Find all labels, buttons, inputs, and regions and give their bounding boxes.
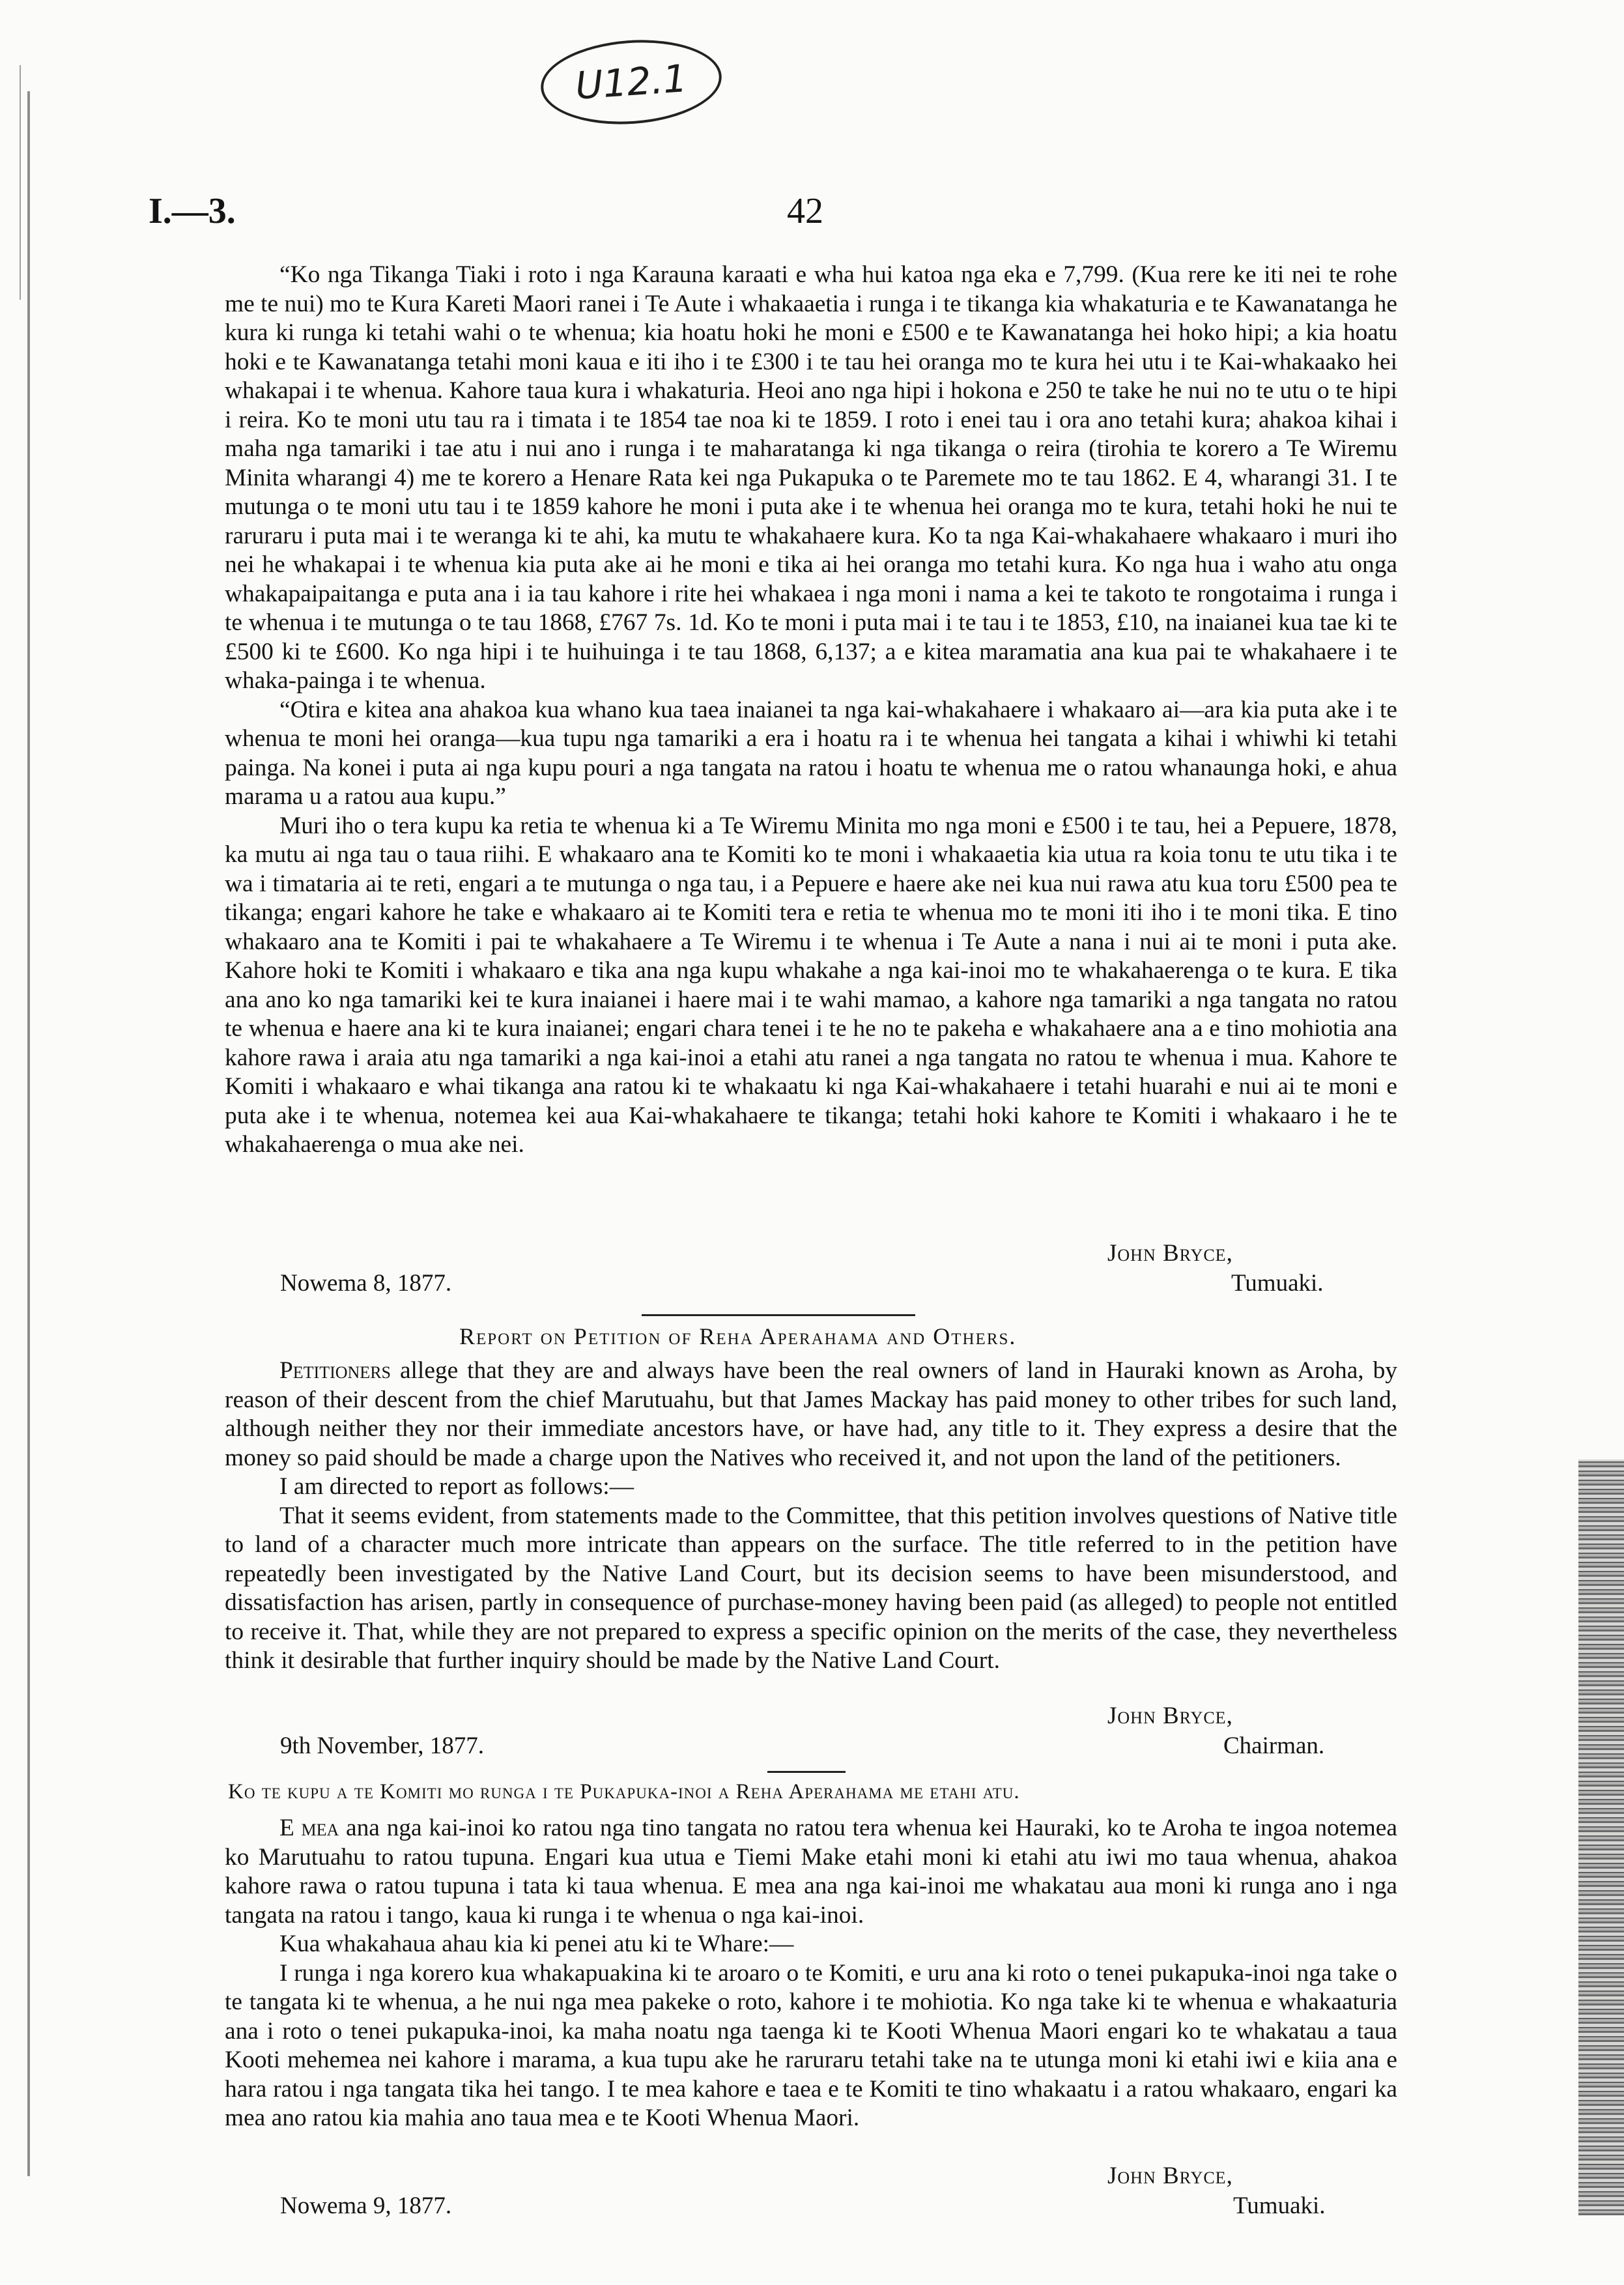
paragraph-text: ana nga kai-inoi ko ratou nga tino tangata no ratou tera whenua kei Hauraki, ko te Aroha te ingoa notemea ko Marutuahu to ratou tupuna. Engari kua utua e Tiemi Make etahi moni ki etahi atu iwi mo taua whenua, ahakoa kahore rawa o ratou tupuna i tata ki taua whenua. E mea ana nga kai-inoi me whakatau aua moni ki runga ano i nga tangata na ratou i tango, kaua ki runga i te whenua o nga kai-inoi.: [225, 1815, 1397, 1929]
date-line: 9th November, 1877.: [280, 1732, 484, 1759]
section2-body: [225, 1357, 1397, 1676]
paragraph: [225, 1473, 1397, 1502]
heading-part: Report: [459, 1323, 534, 1349]
signer-name: John Bryce,: [1107, 1240, 1233, 1267]
heading-part: on: [533, 1323, 574, 1349]
section3-body: [225, 1814, 1397, 2133]
paragraph: [225, 1502, 1397, 1676]
date-line: Nowema 8, 1877.: [280, 1270, 452, 1297]
signer-title: Tumuaki.: [1231, 1270, 1324, 1297]
scan-left-edge: [27, 91, 30, 2176]
paragraph-text: I runga i nga korero kua whakapuakina ki te aroaro o te Komiti, e uru ana ki roto o tenei pukapuka-inoi nga take o te tangata ki te whenua, a he nui nga mea pakeke o roto, kahore i te mohiotia. Ko nga take ki te whenua e whakaaturia ana i roto o tenei pukapuka-inoi, ka maha noatu nga taenga ki te Kooti Whenua Maori engari ko te whakatau a taua Kooti mehemea nei kahore i marama, a kua tupu ake he raruraru tetahi take na te utunga moni ki etahi iwi e kiia ana e hara ratou i nga tangata tika hei tango. I te mea kahore e taea e te Komiti te tino whakaatu i a ratou whakaaro, engari ka mea ano ratou kia mahia ano taua mea e te Kooti Whenua Maori.: [225, 1959, 1397, 2131]
date-line: Nowema 9, 1877.: [280, 2192, 452, 2219]
paragraph: “Otira e kitea ana ahakoa kua whano kua taea inaianei ta nga kai-whakahaere i whakaaro ai—ara kia puta ake i te whenua te moni hei oranga—kua tupu nga tamariki a era i hoatu ra i te whenua hei tangata a kihai i whiwhi ki tetahi painga. Na konei i puta ai nga kupu pouri a nga tangata na ratou i hoatu te whenua me o ratou whanaunga hoki, e ahua marama u a ratou aua kupu.”: [225, 696, 1397, 810]
archive-stamp: U12.1: [538, 34, 724, 130]
scan-right-edge: [1578, 1459, 1624, 2215]
signer-title: Chairman.: [1223, 1732, 1325, 1759]
paragraph: [225, 1959, 1397, 2133]
paragraph: [225, 1357, 1397, 1473]
paragraph: [225, 1814, 1397, 1930]
heading-part: Reha Aperahama: [699, 1323, 880, 1349]
section-divider: [642, 1314, 915, 1316]
heading-part: Petition: [573, 1323, 662, 1349]
signer-name: John Bryce,: [1107, 2163, 1233, 2189]
paragraph-text: I am directed to report as follows:—: [279, 1473, 634, 1500]
paragraph-text: That it seems evident, from statements made to the Committee, that this petition involves questions of Native title to land of a character much more intricate than appears on the surface. The title referred to in the petition have repeatedly been investigated by the Native Land Court, but its decision seems to have been misunderstood, and dissatisfaction has arisen, partly in consequence of purchase-money having been paid (as alleged) to people not entitled to receive it. That, while they are not prepared to express a specific opinion on the merits of the case, they nevertheless think it desirable that further inquiry should be made by the Native Land Court.: [225, 1502, 1397, 1674]
scan-margin-mark: [20, 65, 21, 300]
signer-name: John Bryce,: [1107, 1703, 1233, 1729]
page-number: 42: [787, 191, 823, 231]
section-heading: Ko te kupu a te Komiti mo runga i te Pukapuka-inoi a Reha Aperahama me etahi atu.: [228, 1780, 1020, 1804]
section1-body: [225, 261, 1397, 1160]
heading-part: Others.: [933, 1323, 1017, 1349]
paragraph-lead: Petitioners: [279, 1357, 391, 1384]
heading-part: of: [661, 1323, 700, 1349]
paragraph-text: allege that they are and always have been the real owners of land in Hauraki known as Aroha, by reason of their descent from the chief Marutuahu, but that James Mackay has paid money to other tribes for such land, although neither they nor their immediate ancestors have, or have had, any title to it. They express a desire that the money so paid should be made a charge upon the Natives who received it, and not upon the land of the petitioners.: [225, 1357, 1397, 1471]
paragraph: Muri iho o tera kupu ka retia te whenua ki a Te Wiremu Minita mo nga moni e £500 i te tau, hei a Pepuere, 1878, ka mutu ai nga tau o taua riihi. E whakaaro ana te Komiti ko te moni i whakaaetia kia utua ra koia tonu te utu tika i te wa i timataria ai te reti, engari a te mutunga o nga tau, i a Pepuere e haere ake nei kua nui rawa atu kua toru £500 pea te tikanga; engari kahore he take e whakaaro ai te Komiti tera e retia te whenua mo te moni iti iho i te moni tika. E tino whakaaro ana te Komiti i pai te whakahaere a Te Wiremu i te whenua i Te Aute a nana i nui ai te moni i puta ake. Kahore hoki te Komiti i whakaaro e tika ana nga kupu whakahe a nga kai-inoi mo te whakahaerenga o te kura. E tika ana ano ko nga tamariki kei te kura inaianei i haere mai i te wahi mamao, a kahore nga tamariki a nga tangata no ratou te whenua e haere ana ki te kura inaianei; engari chara tenei i te he no te pakeha e whakahaere ana a e tino mohiotia ana kahore rawa i araia atu nga tamariki a nga kai-inoi a etahi atu ranei a nga tangata no ratou te whenua i mua. Kahore te Komiti i whakaaro e whai tikanga ana ratou ki te whakaatu ki nga Kai-whakahaere i tetahi huarahi e nui ai te moni e puta ake i te whenua, notemea kei aua Kai-whakahaere te tikanga; tetahi hoki kahore te Komiti i whakaaro i he te whakahaerenga o mua ake nei.: [225, 812, 1397, 1158]
section-divider: [767, 1771, 846, 1773]
paragraph-lead: E mea: [279, 1815, 339, 1841]
paragraph: “Ko nga Tikanga Tiaki i roto i nga Karauna karaati e wha hui katoa nga eka e 7,799. (Kua rere ke iti nei te rohe me te nui) mo te Kura Kareti Maori ranei i Te Aute i whakaaetia i runga i te tikanga kia whakaturia e te Kawanatanga he kura ki runga ki tetahi wahi o te whenua; kia hoatu hoki he moni e £500 e te Kawanatanga hei hoko hipi; a kia hoatu hoki e te Kawanatanga tetahi moni kaua e iti iho i te £300 i te tau hei oranga mo te kura hei utu i te Kai-whakaako hei whakapai i te whenua. Kahore taua kura i whakaturia. Heoi ano nga hipi i hokona e 250 te take he nui no te utu o te hipi i reira. Ko te moni utu tau ra i timata i te 1854 tae noa ki te 1859. I roto i enei tau i ora ano tetahi kura; ahakoa kihai i maha nga tamariki i tae atu i nui ano i runga i te maharatanga ki nga tikanga o reira (tirohia te korero a Te Wiremu Minita wharangi 4) me te korero a Henare Rata kei nga Pukapuka o te Paremete mo te tau 1862. E 4, wharangi 31. I te mutunga o te moni utu tau i te 1859 kahore he moni i puta ake i te whenua hei oranga mo te kura, tetahi hoki he nui te raruraru i puta mai i te weranga ki te ahi, ka mutu te whakahaere kura. Ko ta nga Kai-whakahaere whakaaro i muri iho nei he whakapai i te whenua kia puta ake ai he moni e tika ai hei oranga mo tetahi kura. Ko nga hua i waho atu onga whakapaipaitanga e puta ana i ia tau kahore i rite hei whakaea i nga moni i nama a kei te takoto te rongotaima i runga i te whenua i te mutunga o te tau 1868, £767 7s. 1d. Ko te moni i puta mai i te tau i te 1853, £10, na inaianei kua tae ki te £500 ki te £600. Ko nga hipi i te huihuinga i te tau 1868, 6,137; a e kitea maramatia ana kua pai te whakahaere i te whaka-painga i te whenua.: [225, 261, 1397, 694]
section-heading: [459, 1323, 1016, 1350]
paragraph-text: Kua whakahaua ahau kia ki penei atu ki te Whare:—: [279, 1931, 794, 1957]
signer-title: Tumuaki.: [1233, 2192, 1326, 2219]
document-id: I.—3.: [149, 191, 236, 231]
heading-part: and: [879, 1323, 933, 1349]
paragraph: [225, 1930, 1397, 1959]
